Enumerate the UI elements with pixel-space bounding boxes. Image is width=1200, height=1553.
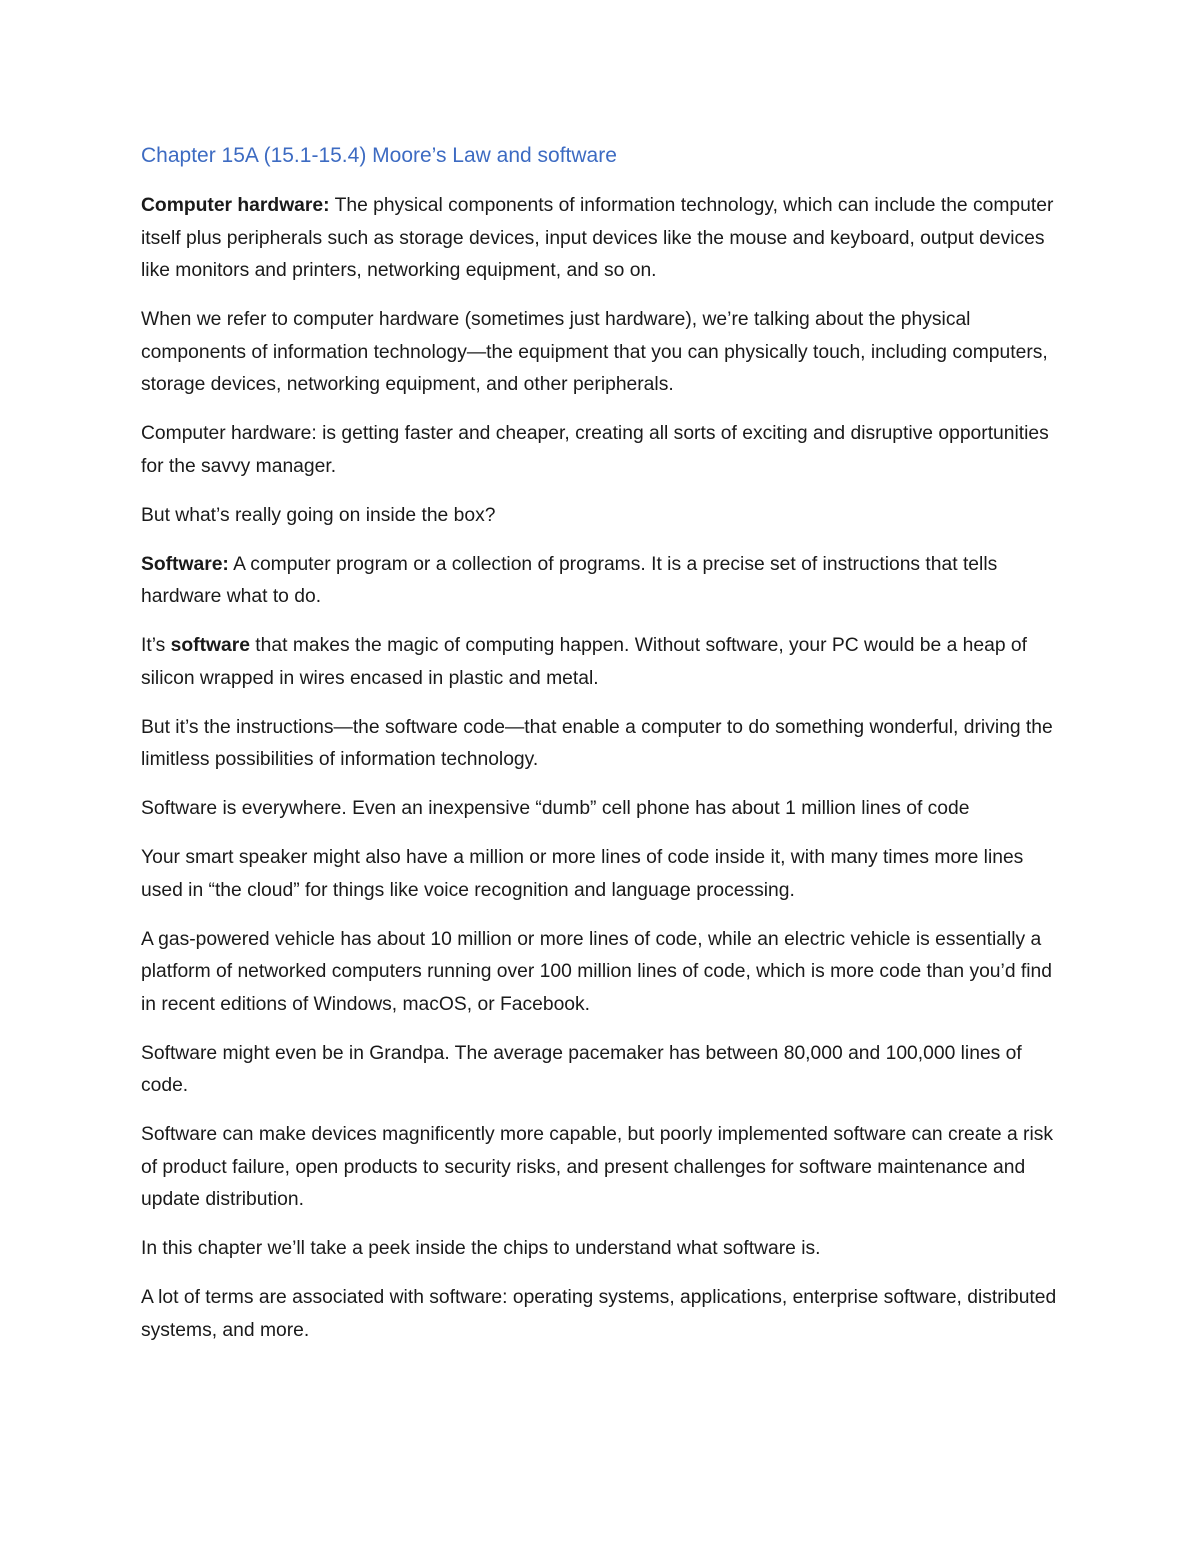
- paragraph: When we refer to computer hardware (sometimes just hardware), we’re talking about the physical components of information technology—the equipment that you can physically touch, including computers, storage devices, networking equipment, and other peripherals.: [141, 309, 1048, 395]
- term-software: Software:: [141, 553, 229, 575]
- paragraph-hardware-definition: [141, 190, 1061, 288]
- paragraph: A lot of terms are associated with software: operating systems, applications, enterprise software, distributed systems, and more.: [141, 1287, 1057, 1341]
- paragraph: In this chapter we’ll take a peek inside the chips to understand what software is.: [141, 1238, 821, 1259]
- definition-text: The physical components of information technology, which can include the computer itself plus peripherals such as storage devices, input devices like the mouse and keyboard, output devices like monitors and printers, networking equipment, and so on.: [141, 195, 1054, 281]
- chapter-heading: Chapter 15A (15.1-15.4) Moore’s Law and software: [141, 144, 617, 167]
- paragraph-software-definition: [141, 549, 1061, 614]
- term-computer-hardware: Computer hardware:: [141, 195, 330, 216]
- paragraph: But what’s really going on inside the box?: [141, 504, 496, 526]
- paragraph-text: that makes the magic of computing happen. Without software, your PC would be a heap of silicon wrapped in wires encased in plastic and metal.: [141, 635, 1027, 689]
- document-page: [141, 140, 1061, 1364]
- term-software-inline: software: [170, 635, 250, 656]
- paragraph: Software is everywhere. Even an inexpensive “dumb” cell phone has about 1 million lines of code: [141, 798, 970, 819]
- paragraph: Computer hardware: is getting faster and cheaper, creating all sorts of exciting and disruptive opportunities for the savvy manager.: [141, 423, 1049, 477]
- paragraph: But it’s the instructions—the software code—that enable a computer to do something wonderful, driving the limitless possibilities of information technology.: [141, 716, 1053, 770]
- definition-text: A computer program or a collection of programs. It is a precise set of instructions that tells hardware what to do.: [141, 553, 998, 607]
- paragraph: Your smart speaker might also have a million or more lines of code inside it, with many times more lines used in “the cloud” for things like voice recognition and language processing.: [141, 847, 1024, 901]
- paragraph-prefix: It’s: [141, 635, 171, 656]
- paragraph: Software might even be in Grandpa. The average pacemaker has between 80,000 and 100,000 lines of code.: [141, 1042, 1022, 1096]
- paragraph: Software can make devices magnificently more capable, but poorly implemented software can create a risk of product failure, open products to security risks, and present challenges for software maintenance and update distribution.: [141, 1124, 1054, 1210]
- paragraph: A gas-powered vehicle has about 10 million or more lines of code, while an electric vehicle is essentially a platform of networked computers running over 100 million lines of code, which is more code than you’d find in recent editions of Windows, macOS, or Facebook.: [141, 928, 1052, 1015]
- paragraph: [141, 630, 1061, 695]
